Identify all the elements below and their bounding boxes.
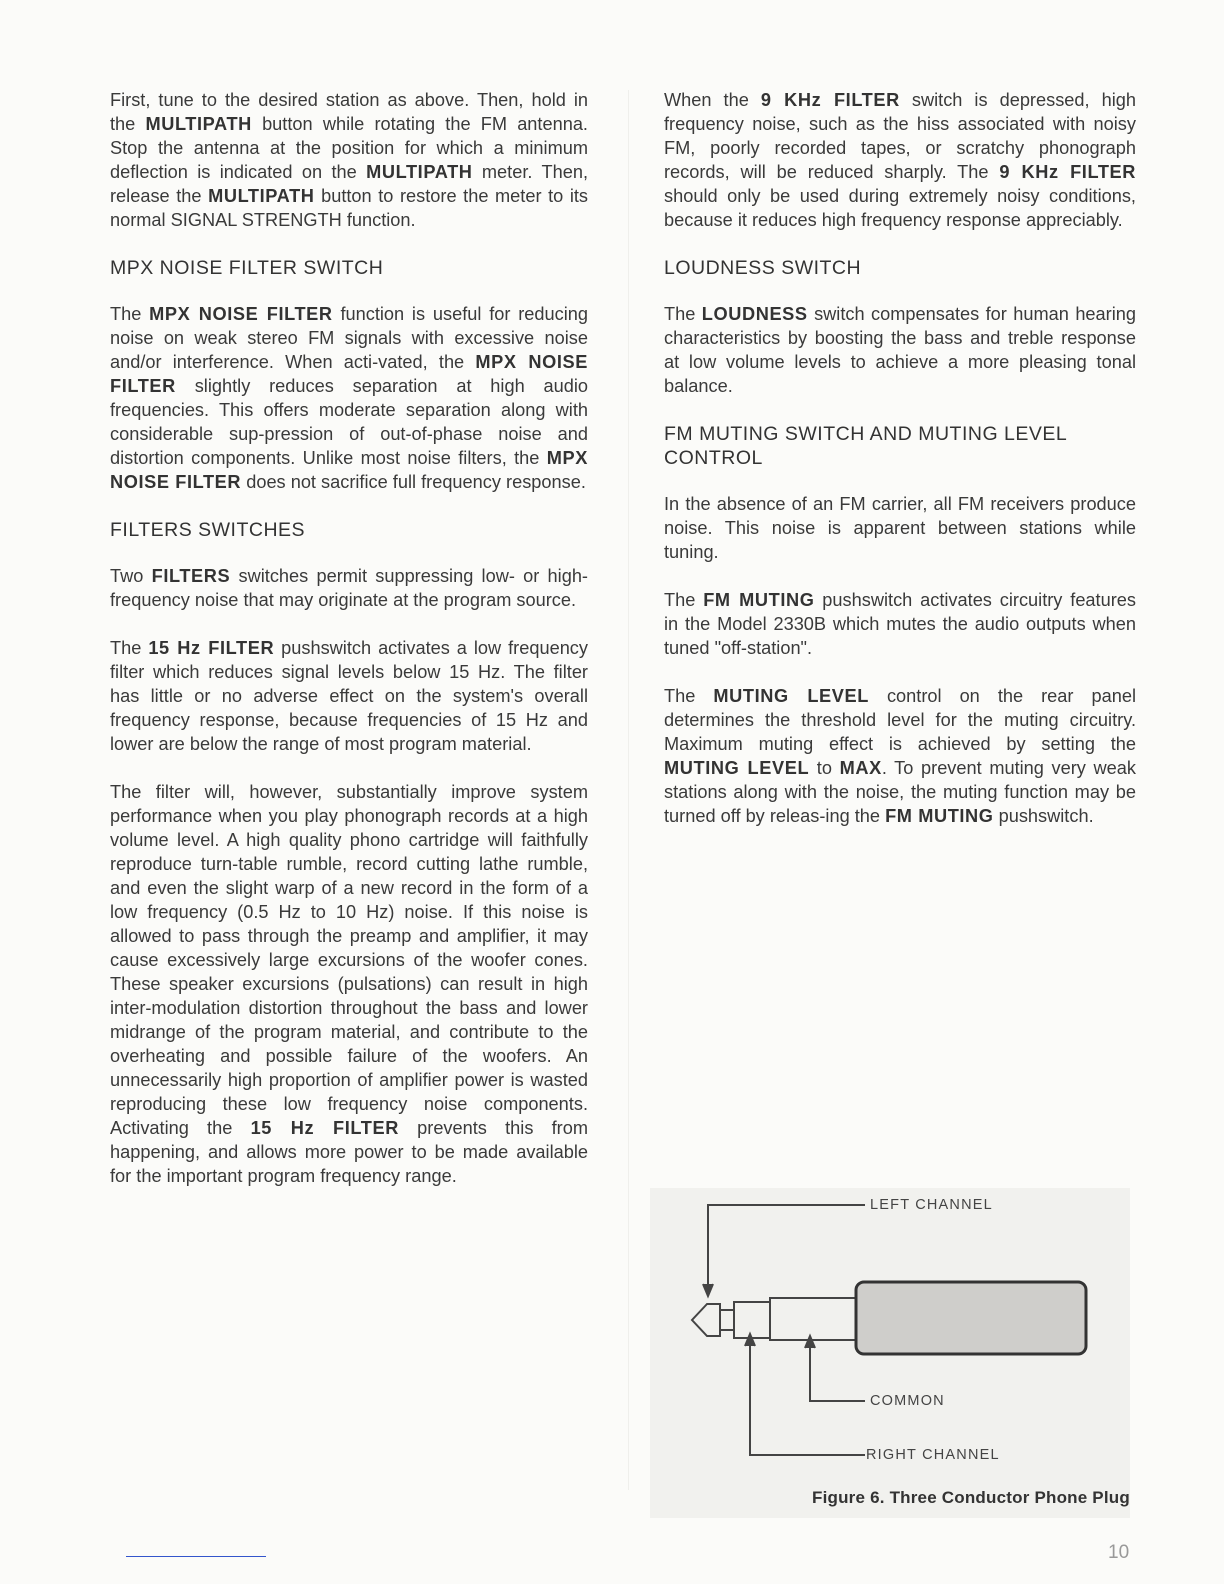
figure-caption: Figure 6. Three Conductor Phone Plug <box>812 1488 1130 1507</box>
right-column <box>664 88 1136 852</box>
paragraph-mpx-noise-filter: The MPX NOISE FILTER function is useful for reducing noise on weak stereo FM signals with excessive noise and/or interference. When acti-vated, the MPX NOISE FILTER slightly reduces separation at high audio frequencies. This offers moderate separation along with considerable sup-pression of out-of-phase noise and distortion components. Unlike most noise filters, the MPX NOISE FILTER does not sacrifice full frequency response. <box>110 304 588 492</box>
bottom-rule <box>126 1556 266 1557</box>
heading-fm-muting: FM MUTING SWITCH AND MUTING LEVEL CONTROL <box>664 423 1067 469</box>
emphasis-term: MULTIPATH <box>366 162 473 182</box>
emphasis-term: MPX NOISE FILTER <box>110 352 588 396</box>
label-left-channel: LEFT CHANNEL <box>870 1197 993 1213</box>
phone-plug-figure <box>650 1188 1130 1518</box>
emphasis-term: 15 Hz FILTER <box>148 638 275 658</box>
page-number: 10 <box>1108 1542 1130 1563</box>
paragraph-multipath: First, tune to the desired station as above. Then, hold in the MULTIPATH button while rotating the FM antenna. Stop the antenna at the position for which a minimum deflection is indicated on the MULTIPATH meter. Then, release the MULTIPATH button to restore the meter to its normal SIGNAL STRENGTH function. <box>110 90 589 230</box>
heading-mpx-noise-filter: MPX NOISE FILTER SWITCH <box>110 257 384 279</box>
heading-loudness-switch: LOUDNESS SWITCH <box>664 257 862 279</box>
label-right-channel: RIGHT CHANNEL <box>866 1447 1000 1463</box>
emphasis-term: MULTIPATH <box>145 114 252 134</box>
paragraph-loudness: The LOUDNESS switch compensates for human hearing characteristics by boosting the bass and treble response at low volume levels to achieve a more pleasing tonal balance. <box>664 304 1136 396</box>
paragraph-filters-intro: Two FILTERS switches permit suppressing low- or high-frequency noise that may originate at the program source. <box>110 566 588 610</box>
column-gutter <box>628 90 629 1490</box>
emphasis-term: MPX NOISE FILTER <box>110 448 588 492</box>
emphasis-term: 15 Hz FILTER <box>250 1118 399 1138</box>
paragraph-fm-muting-switch: The FM MUTING pushswitch activates circuitry features in the Model 2330B which mutes the audio outputs when tuned "off-station". <box>664 590 1136 658</box>
emphasis-term: 9 KHz FILTER <box>999 162 1136 182</box>
emphasis-term: MUTING LEVEL <box>664 758 810 778</box>
phone-plug-diagram <box>650 1188 1130 1518</box>
emphasis-term: FM MUTING <box>703 590 815 610</box>
paragraph-muting-level: The MUTING LEVEL control on the rear panel determines the threshold level for the muting circuitry. Maximum muting effect is achieved by setting the MUTING LEVEL to MAX. To prevent muting very weak stations along with the noise, the muting function may be turned off by releas-ing the FM MUTING pushswitch. <box>664 686 1136 826</box>
emphasis-term: LOUDNESS <box>701 304 808 324</box>
emphasis-term: 9 KHz FILTER <box>760 90 900 110</box>
paragraph-fm-carrier: In the absence of an FM carrier, all FM receivers produce noise. This noise is apparent between stations while tuning. <box>664 494 1136 562</box>
plug-handle <box>856 1282 1086 1354</box>
emphasis-term: MPX NOISE FILTER <box>149 304 333 324</box>
emphasis-term: MUTING LEVEL <box>713 686 869 706</box>
emphasis-term: MULTIPATH <box>208 186 315 206</box>
paragraph-9khz-filter: When the 9 KHz FILTER switch is depressed, high frequency noise, such as the hiss associated with noisy FM, poorly recorded tapes, or scratchy phonograph records, will be reduced sharply. The 9 KHz FILTER should only be used during extremely noisy conditions, because it reduces high frequency response appreciably. <box>664 90 1136 230</box>
heading-filters-switches: FILTERS SWITCHES <box>110 519 306 541</box>
paragraph-15hz-filter: The 15 Hz FILTER pushswitch activates a low frequency filter which reduces signal levels below 15 Hz. The filter has little or no adverse effect on the system's overall frequency response, because frequencies of 15 Hz and lower are below the range of most program material. <box>110 638 588 754</box>
emphasis-term: MAX <box>839 758 882 778</box>
emphasis-term: FILTERS <box>151 566 231 586</box>
left-column <box>110 88 588 1212</box>
paragraph-15hz-benefit: The filter will, however, substantially improve system performance when you play phonograph records at a high volume level. A high quality phono cartridge will faithfully reproduce turn-table rumble, record cutting lathe rumble, and even the slight warp of a new record in the form of a low frequency (0.5 Hz to 10 Hz) noise. If this noise is allowed to pass through the preamp and amplifier, it may cause excessively large excursions of the woofer cones. These speaker excursions (pulsations) can result in high inter-modulation distortion throughout the bass and lower midrange of the program material, and contribute to the overheating and possible failure of the woofers. An unnecessarily high proportion of amplifier power is wasted reproducing these low frequency noise components. Activating the 15 Hz FILTER prevents this from happening, and allows more power to be made available for the important program frequency range. <box>110 782 588 1186</box>
label-common: COMMON <box>870 1393 945 1409</box>
emphasis-term: FM MUTING <box>885 806 994 826</box>
